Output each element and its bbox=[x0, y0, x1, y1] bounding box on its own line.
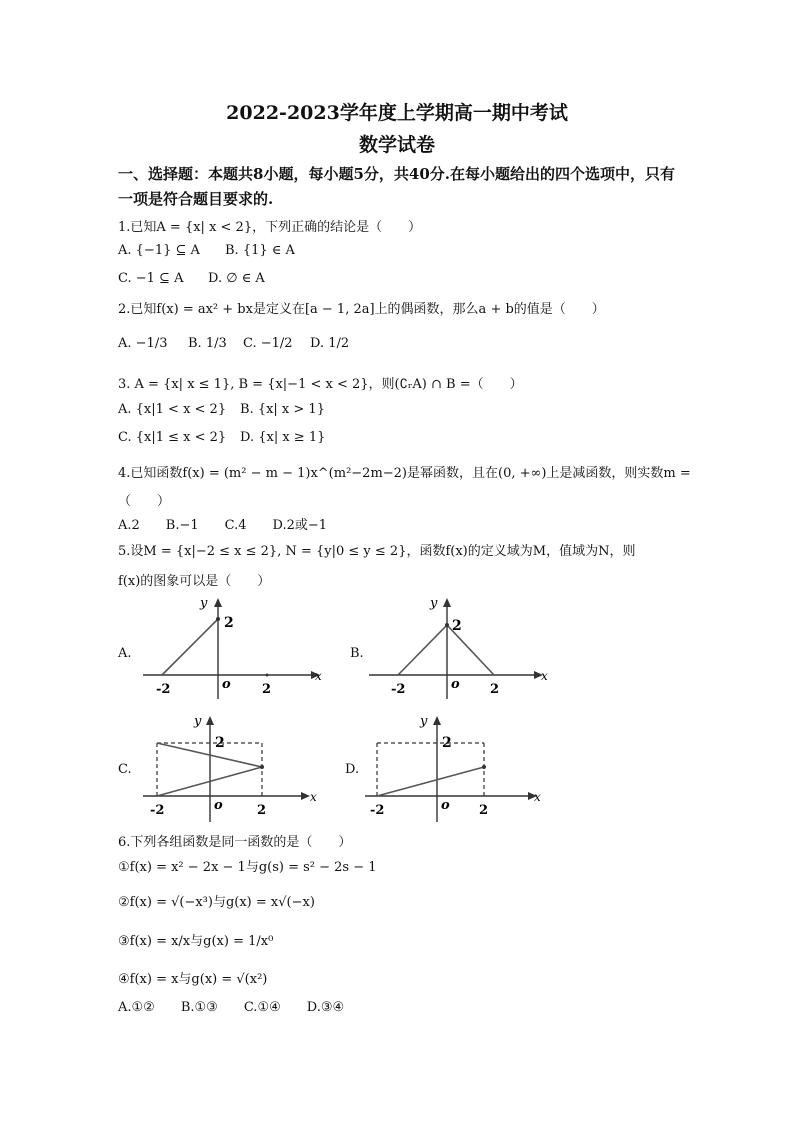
q6-item-3: ③f(x) = x/x与g(x) = 1/x⁰ bbox=[118, 934, 274, 949]
q1-option-c: C. −1 ⊆ A bbox=[118, 271, 184, 286]
q5-stem-cont: f(x)的图象可以是（ ） bbox=[118, 574, 271, 589]
q2-option-d: D. 1/2 bbox=[310, 336, 350, 351]
q3-option-a: A. {x|1 < x < 2} bbox=[118, 402, 227, 417]
q6-options: A.①② B.①③ C.①④ D.③④ bbox=[118, 1000, 345, 1015]
q1-option-b: B. {1} ∈ A bbox=[225, 243, 295, 258]
q1-option-d: D. ∅ ∈ A bbox=[208, 271, 265, 286]
q6-stem: 6.下列各组函数是同一函数的是（ ） bbox=[118, 835, 352, 850]
q6-item-1: ①f(x) = x² − 2x − 1与g(s) = s² − 2s − 1 bbox=[118, 860, 377, 875]
q5-option-d: D. bbox=[345, 762, 360, 777]
graph-c bbox=[140, 710, 335, 825]
q6-item-4: ④f(x) = x与g(x) = √(x²) bbox=[118, 972, 268, 987]
y-axis-label: y bbox=[420, 714, 428, 729]
y-tick-2: 2 bbox=[215, 735, 225, 751]
y-axis-label: y bbox=[194, 714, 202, 729]
q1-stem: 1.已知A = {x| x < 2}，下列正确的结论是（ ） bbox=[118, 220, 422, 235]
origin-label: o bbox=[441, 798, 450, 813]
q4-options: A.2 B.−1 C.4 D.2或−1 bbox=[118, 518, 328, 533]
q4-stem: 4.已知函数f(x) = (m² − m − 1)x^(m²−2m−2)是幂函数，且在(0, +∞)上是减函数，则实数m = bbox=[118, 466, 691, 481]
x-tick-neg2: -2 bbox=[370, 803, 385, 818]
q2-option-b: B. 1/3 bbox=[188, 336, 227, 351]
q1-option-a: A. {−1} ⊆ A bbox=[118, 243, 200, 258]
origin-label: o bbox=[214, 798, 223, 813]
origin-label: o bbox=[451, 677, 460, 692]
q2-option-a: A. −1/3 bbox=[118, 336, 168, 351]
y-tick-2: 2 bbox=[224, 615, 234, 631]
x-axis-label: x bbox=[310, 790, 317, 804]
q3-option-c: C. {x|1 ≤ x < 2} bbox=[118, 430, 227, 445]
x-tick-2: 2 bbox=[257, 803, 267, 818]
y-tick-2: 2 bbox=[442, 735, 452, 751]
x-tick-neg2: -2 bbox=[156, 682, 171, 697]
exam-subtitle: 数学试卷 bbox=[358, 134, 435, 156]
q5-option-c: C. bbox=[118, 762, 132, 777]
graph-a bbox=[140, 592, 335, 702]
q2-option-c: C. −1/2 bbox=[243, 336, 293, 351]
y-axis-label: y bbox=[200, 596, 208, 611]
q5-option-a: A. bbox=[118, 646, 132, 661]
y-tick-2: 2 bbox=[452, 618, 462, 634]
x-axis-label: x bbox=[541, 669, 548, 683]
q2-stem: 2.已知f(x) = ax² + bx是定义在[a − 1, 2a]上的偶函数，那么a + b的值是（ ） bbox=[118, 302, 605, 317]
x-tick-2: 2 bbox=[479, 803, 489, 818]
q5-stem: 5.设M = {x|−2 ≤ x ≤ 2}, N = {y|0 ≤ y ≤ 2}，函数f(x)的定义域为M，值域为N，则 bbox=[118, 544, 636, 559]
section-heading: 一、选择题：本题共8小题，每小题5分，共40分.在每小题给出的四个选项中，只有一项是符合题目要求的. bbox=[118, 165, 675, 208]
x-tick-2: 2 bbox=[262, 682, 272, 697]
q3-stem: 3. A = {x| x ≤ 1}, B = {x|−1 < x < 2}，则(∁ᵣA) ∩ B =（ ） bbox=[118, 377, 523, 392]
origin-label: o bbox=[222, 677, 231, 692]
x-axis-label: x bbox=[534, 790, 541, 804]
q4-stem-cont: （ ） bbox=[118, 494, 171, 509]
graph-d bbox=[362, 710, 557, 825]
x-tick-neg2: -2 bbox=[150, 803, 165, 818]
y-axis-label: y bbox=[430, 596, 438, 611]
q5-option-b: B. bbox=[350, 646, 364, 661]
q3-option-b: B. {x| x > 1} bbox=[240, 402, 325, 417]
graph-b bbox=[366, 592, 561, 702]
x-tick-2: 2 bbox=[490, 682, 500, 697]
exam-title: 2022-2023学年度上学期高一期中考试 bbox=[226, 102, 568, 124]
x-tick-neg2: -2 bbox=[391, 682, 406, 697]
q3-option-d: D. {x| x ≥ 1} bbox=[240, 430, 326, 445]
q6-item-2: ②f(x) = √(−x³)与g(x) = x√(−x) bbox=[118, 895, 315, 910]
x-axis-label: x bbox=[315, 669, 322, 683]
